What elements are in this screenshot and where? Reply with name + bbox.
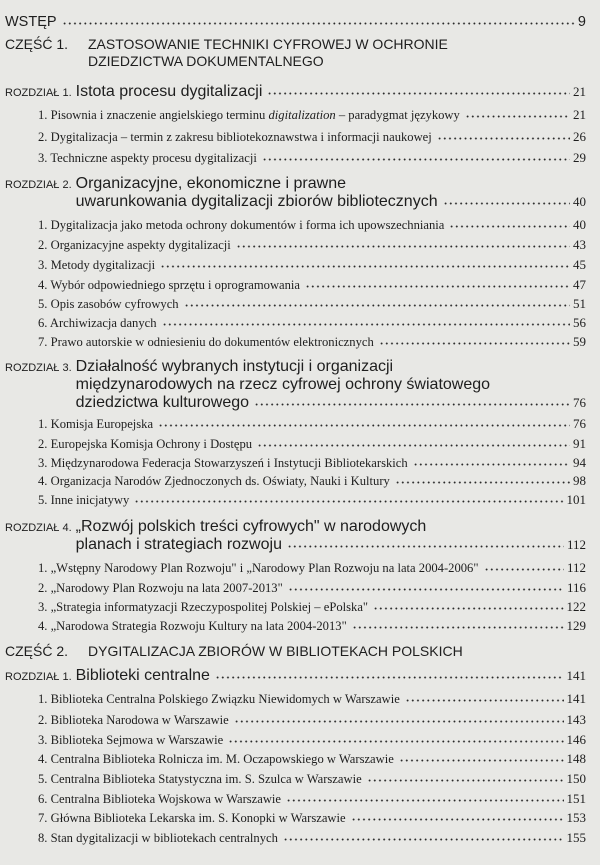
chapter-title-line [76,83,586,101]
toc-line [38,559,586,577]
dot-leader [367,773,564,783]
page-number: 76 [573,416,586,431]
section-title: 3. „Strategia informatyzacji Rzeczypospolitej Polskiej – ePolska" [38,600,369,614]
toc-line [38,256,586,274]
dot-leader [262,152,570,162]
toc-section-entry[interactable] [38,617,586,635]
toc-line [38,314,586,332]
toc-part-entry [5,643,586,660]
page-number: 141 [566,691,586,706]
toc-chapter-entry[interactable] [5,83,586,103]
toc-section-entry[interactable] [38,809,586,827]
section-title: 2. Dygitalizacja – termin z zakresu bibliotekoznawstwa i informacji naukowej [38,130,432,144]
page-number: 59 [573,334,586,349]
section-title: 6. Archiwizacja danych [38,316,157,330]
toc-section-entry[interactable] [38,415,586,433]
part-title [88,643,586,660]
dot-leader [162,317,570,327]
chapter-title-text: Biblioteki centralne [75,667,210,684]
toc-section-entry[interactable] [38,333,586,351]
toc-section-entry[interactable] [38,454,586,472]
chapter-title-text: „Rozwój polskich treści cyfrowych" w narodowych [75,518,427,535]
toc-line [38,216,586,234]
chapter-title-line [76,193,586,211]
toc-line [38,598,586,616]
dot-leader [267,86,570,96]
toc-chapter-entry[interactable] [5,667,586,687]
page-number: 101 [566,492,586,507]
dot-leader [379,336,570,346]
toc-line [38,128,586,146]
toc-section-entry[interactable] [38,236,586,254]
chapter-title-line [76,536,586,554]
part-title-line: DYGITALIZACJA ZBIORÓW W BIBLIOTEKACH POLSKICH [88,643,463,659]
page-number: 76 [573,395,586,410]
section-title: 3. Międzynarodowa Federacja Stowarzyszeń i Instytucji Bibliotekarskich [38,456,408,470]
chapter-label: ROZDZIAŁ 4. [5,522,72,534]
chapter-label: ROZDZIAŁ 1. [5,671,72,683]
section-title: 6. Centralna Biblioteka Wojskowa w Warszawie [38,792,282,806]
section-title: 1. „Wstępny Narodowy Plan Rozwoju" i „Narodowy Plan Rozwoju na lata 2004-2006" [38,561,479,575]
page-number: 26 [573,129,586,144]
page-number: 21 [573,107,586,122]
chapter-title [76,83,586,101]
toc-line [38,809,586,827]
section-title: 4. „Narodowa Strategia Rozwoju Kultury na lata 2004-2013" [38,619,347,633]
section-title: 3. Metody dygitalizacji [38,258,156,272]
toc-section-entry[interactable] [38,598,586,616]
toc-section-entry[interactable] [38,216,586,234]
toc-section-entry[interactable] [38,770,586,788]
dot-leader [465,109,570,119]
page-number: 112 [566,560,586,575]
toc-section-entry[interactable] [38,295,586,313]
toc-line [38,435,586,453]
toc-section-entry[interactable] [38,559,586,577]
section-title: 2. Biblioteka Narodowa w Warszawie [38,713,229,727]
toc-line [38,454,586,472]
toc-section-entry[interactable] [38,731,586,749]
toc-line [38,333,586,351]
dot-leader [484,562,564,572]
dot-leader [228,734,563,744]
toc-line [38,149,586,167]
page-number: 40 [573,217,586,232]
chapter-label: ROZDZIAŁ 2. [5,179,72,191]
section-title: 1. Dygitalizacja jako metoda ochrony dokumentów i forma ich upowszechniania [38,218,445,232]
dot-leader [449,219,570,229]
toc-section-entry[interactable] [38,711,586,729]
chapter-title [76,667,586,685]
dot-leader [352,620,564,630]
dot-leader [413,457,570,467]
part-title-line: DZIEDZICTWA DOKUMENTALNEGO [88,53,324,69]
chapter-title-line [76,358,586,376]
page-number: 94 [573,455,586,470]
chapter-title-text: planach i strategiach rozwoju [75,536,282,553]
chapter-label: ROZDZIAŁ 1. [5,87,72,99]
chapter-title [76,358,586,412]
dot-leader [395,475,570,485]
page-number: 151 [566,791,586,806]
toc-section-entry[interactable] [38,128,586,146]
part-label: CZĘŚĆ 1. [5,36,69,52]
chapter-title-line [76,394,586,412]
toc-part-entry [5,36,586,70]
dot-leader [405,693,564,703]
toc-line [38,617,586,635]
dot-leader [287,539,564,549]
dot-leader [286,793,563,803]
toc-chapter-entry[interactable] [5,518,586,554]
dot-leader [257,438,570,448]
toc-section-entry[interactable] [38,790,586,808]
dot-leader [351,812,564,822]
page-number: 47 [573,277,586,292]
toc-section-entry[interactable] [38,491,586,509]
section-title: 1. Pisownia i znaczenie angielskiego terminu digitalization – paradygmat językowy [38,108,460,122]
part-title-line: ZASTOSOWANIE TECHNIKI CYFROWEJ W OCHRONIE [88,36,448,52]
chapter-title-text: Działalność wybranych instytucji i organizacji [75,358,394,375]
page-number: 51 [573,296,586,311]
dot-leader [283,832,564,842]
toc-section-entry[interactable] [38,106,586,124]
section-title: 1. Komisja Europejska [38,417,154,431]
chapter-title-text: Organizacyjne, ekonomiczne i prawne [75,175,346,192]
page-number: 29 [573,150,586,165]
toc-line [38,731,586,749]
section-title: 5. Inne inicjatywy [38,493,130,507]
chapter-label: ROZDZIAŁ 3. [5,362,72,374]
toc-section-entry[interactable] [38,435,586,453]
toc-line [38,236,586,254]
toc-section-entry[interactable] [38,276,586,294]
dot-leader [184,298,570,308]
dot-leader [62,16,575,26]
part-title [88,36,586,70]
chapter-title [76,175,586,211]
toc-section-entry[interactable] [38,579,586,597]
page-number: 141 [566,668,586,683]
section-title: 2. Europejska Komisja Ochrony i Dostępu [38,437,253,451]
chapter-title-line [76,376,586,394]
dot-leader [254,397,570,407]
page-number: 56 [573,315,586,330]
toc-line [38,579,586,597]
page-number: 155 [566,830,586,845]
dot-leader [160,259,570,269]
toc-line [38,295,586,313]
chapter-title-line [76,667,586,685]
dot-leader [236,239,570,249]
chapter-title-text: międzynarodowych na rzecz cyfrowej ochrony światowego [75,376,491,393]
toc-line [38,415,586,433]
dot-leader [234,714,564,724]
chapter-title-line [76,175,586,193]
toc-chapter-entry[interactable] [5,358,586,412]
page-number: 112 [566,537,586,552]
dot-leader [373,601,563,611]
toc-chapter-entry[interactable] [5,175,586,211]
toc-line [38,711,586,729]
chapter-title-line [76,518,586,536]
section-title: 4. Wybór odpowiedniego sprzętu i oprogramowania [38,278,301,292]
page-number: 91 [573,436,586,451]
dot-leader [158,418,570,428]
page-number: 122 [566,599,586,614]
toc-line [38,106,586,124]
section-title: 4. Centralna Biblioteka Rolnicza im. M. Oczapowskiego w Warszawie [38,752,394,766]
chapter-title [76,518,586,554]
toc-line [38,829,586,847]
section-title: 2. „Narodowy Plan Rozwoju na lata 2007-2013" [38,581,283,595]
page-number: 150 [566,771,586,786]
section-title-italic: digitalization [268,108,336,122]
toc-line [38,750,586,768]
dot-leader [134,494,563,504]
page-number: 148 [566,751,586,766]
page-number: 98 [573,473,586,488]
chapter-title-text: Istota procesu dygitalizacji [75,83,263,100]
toc-section-entry[interactable] [38,149,586,167]
page-number: 143 [566,712,586,727]
toc-section-entry[interactable] [38,314,586,332]
page-number: 21 [573,84,586,99]
section-title: 5. Opis zasobów cyfrowych [38,297,179,311]
section-title: 5. Centralna Biblioteka Statystyczna im. S. Szulca w Warszawie [38,772,362,786]
toc-section-entry[interactable] [38,472,586,490]
section-title: 2. Organizacyjne aspekty dygitalizacji [38,238,231,252]
page-number: 116 [566,580,586,595]
section-title: 7. Główna Biblioteka Lekarska im. S. Konopki w Warszawie [38,811,346,825]
toc-line [38,690,586,708]
section-title: 1. Biblioteka Centralna Polskiego Związku Niewidomych w Warszawie [38,692,400,706]
page-number: 45 [573,257,586,272]
dot-leader [215,670,564,680]
page-number: 9 [577,14,586,30]
toc-line [38,276,586,294]
dot-leader [443,196,570,206]
page-number: 153 [566,810,586,825]
dot-leader [399,753,564,763]
toc-section-entry[interactable] [38,256,586,274]
dot-leader [305,279,570,289]
toc-section-entry[interactable] [38,690,586,708]
section-title: 7. Prawo autorskie w odniesieniu do dokumentów elektronicznych [38,335,374,349]
section-title: 3. Biblioteka Sejmowa w Warszawie [38,733,224,747]
toc-line [38,472,586,490]
front-matter-title: WSTĘP [5,14,57,30]
dot-leader [437,131,570,141]
toc-front-entry[interactable] [5,13,586,31]
chapter-title-text: uwarunkowania dygitalizacji zbiorów bibliotecznych [75,193,438,210]
page-number: 43 [573,237,586,252]
toc-line [38,491,586,509]
toc-section-entry[interactable] [38,750,586,768]
toc-line [38,770,586,788]
chapter-title-text: dziedzictwa kulturowego [75,394,250,411]
section-title: 3. Techniczne aspekty procesu dygitalizacji [38,151,257,165]
toc-line [5,13,586,31]
section-title: 4. Organizacja Narodów Zjednoczonych ds. Oświaty, Nauki i Kultury [38,474,390,488]
part-label: CZĘŚĆ 2. [5,643,69,659]
dot-leader [288,582,564,592]
page-number: 146 [566,732,586,747]
page-number: 129 [566,618,586,633]
page-number: 40 [573,194,586,209]
section-title: 8. Stan dygitalizacji w bibliotekach centralnych [38,831,278,845]
toc-section-entry[interactable] [38,829,586,847]
toc-line [38,790,586,808]
